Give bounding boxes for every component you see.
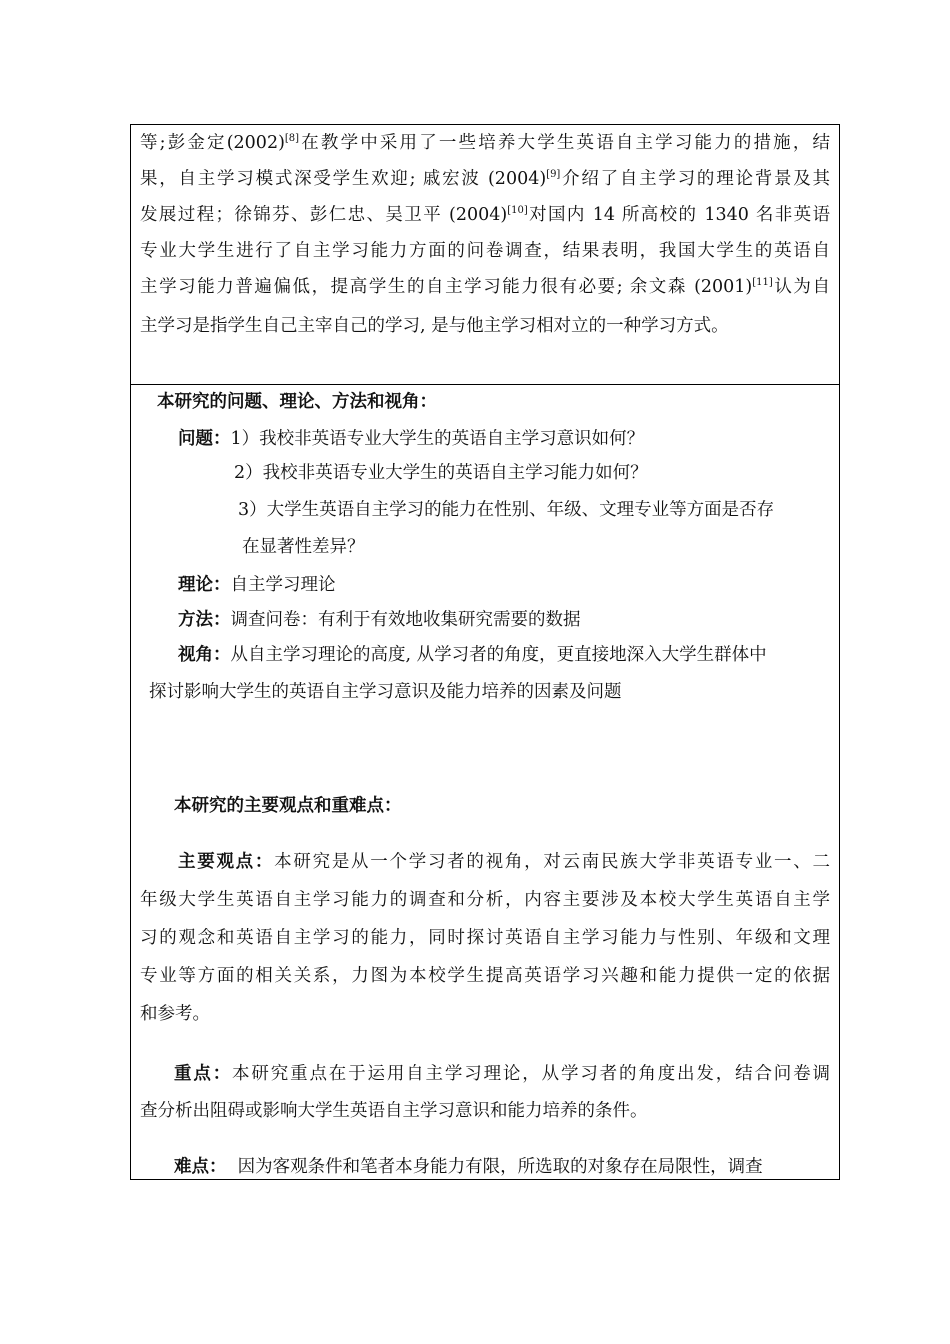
main-points-line-1: 主要观点：本研究是从一个学习者的视角，对云南民族大学非英语专业一、二: [178, 852, 831, 872]
question-1: 问题：1）我校非英语专业大学生的英语自主学习意识如何？: [178, 429, 645, 449]
method-line: 方法：调查问卷：有利于有效地收集研究需要的数据: [178, 610, 581, 630]
heading-questions: 本研究的问题、理论、方法和视角：: [157, 392, 437, 412]
cell1-line-3: 发展过程；徐锦芬、彭仁忠、吴卫平 (2004)[10]对国内 14 所高校的 1340 名非英语: [140, 205, 830, 225]
question-2: 2）我校非英语专业大学生的英语自主学习能力如何？: [234, 463, 648, 483]
view-line-2: 探讨影响大学生的英语自主学习意识及能力培养的因素及问题: [149, 682, 622, 702]
cell1-line-5: 主学习能力普遍偏低，提高学生的自主学习能力很有必要; 余文森 (2001)[11]认为自: [140, 277, 831, 297]
difficulty-line-1: 难点： 因为客观条件和笔者本身能力有限，所选取的对象存在局限性，调查: [174, 1157, 763, 1177]
main-points-line-5: 和参考。: [140, 1004, 210, 1024]
main-points-line-2: 年级大学生英语自主学习能力的调查和分析，内容主要涉及本校大学生英语自主学: [140, 890, 830, 910]
cell1-line-6: 主学习是指学生自己主宰自己的学习, 是与他主学习相对立的一种学习方式。: [140, 316, 729, 336]
question-3-line-1: 3）大学生英语自主学习的能力在性别、年级、文理专业等方面是否存: [238, 500, 775, 520]
main-points-line-4: 专业等方面的相关关系，力图为本校学生提高英语学习兴趣和能力提供一定的依据: [140, 966, 830, 986]
heading-main-points: 本研究的主要观点和重难点：: [174, 796, 402, 816]
theory-line: 理论：自主学习理论: [178, 575, 336, 595]
cell1-line-2: 果，自主学习模式深受学生欢迎; 戚宏波 (2004)[9]介绍了自主学习的理论背景及其: [140, 169, 830, 189]
view-line-1: 视角：从自主学习理论的高度, 从学习者的角度，更直接地深入大学生群体中: [178, 645, 767, 665]
cell1-line-4: 专业大学生进行了自主学习能力方面的问卷调查，结果表明，我国大学生的英语自: [140, 241, 830, 261]
question-3-line-2: 在显著性差异？: [242, 537, 365, 557]
document-table: [130, 124, 840, 1180]
key-point-line-1: 重点：本研究重点在于运用自主学习理论，从学习者的角度出发，结合问卷调: [174, 1064, 830, 1084]
cell1-line-1: 等;彭金定(2002)[8]在教学中采用了一些培养大学生英语自主学习能力的措施，结: [140, 133, 830, 153]
main-points-line-3: 习的观念和英语自主学习的能力，同时探讨英语自主学习能力与性别、年级和文理: [140, 928, 830, 948]
key-point-line-2: 查分析出阻碍或影响大学生英语自主学习意识和能力培养的条件。: [140, 1101, 648, 1121]
